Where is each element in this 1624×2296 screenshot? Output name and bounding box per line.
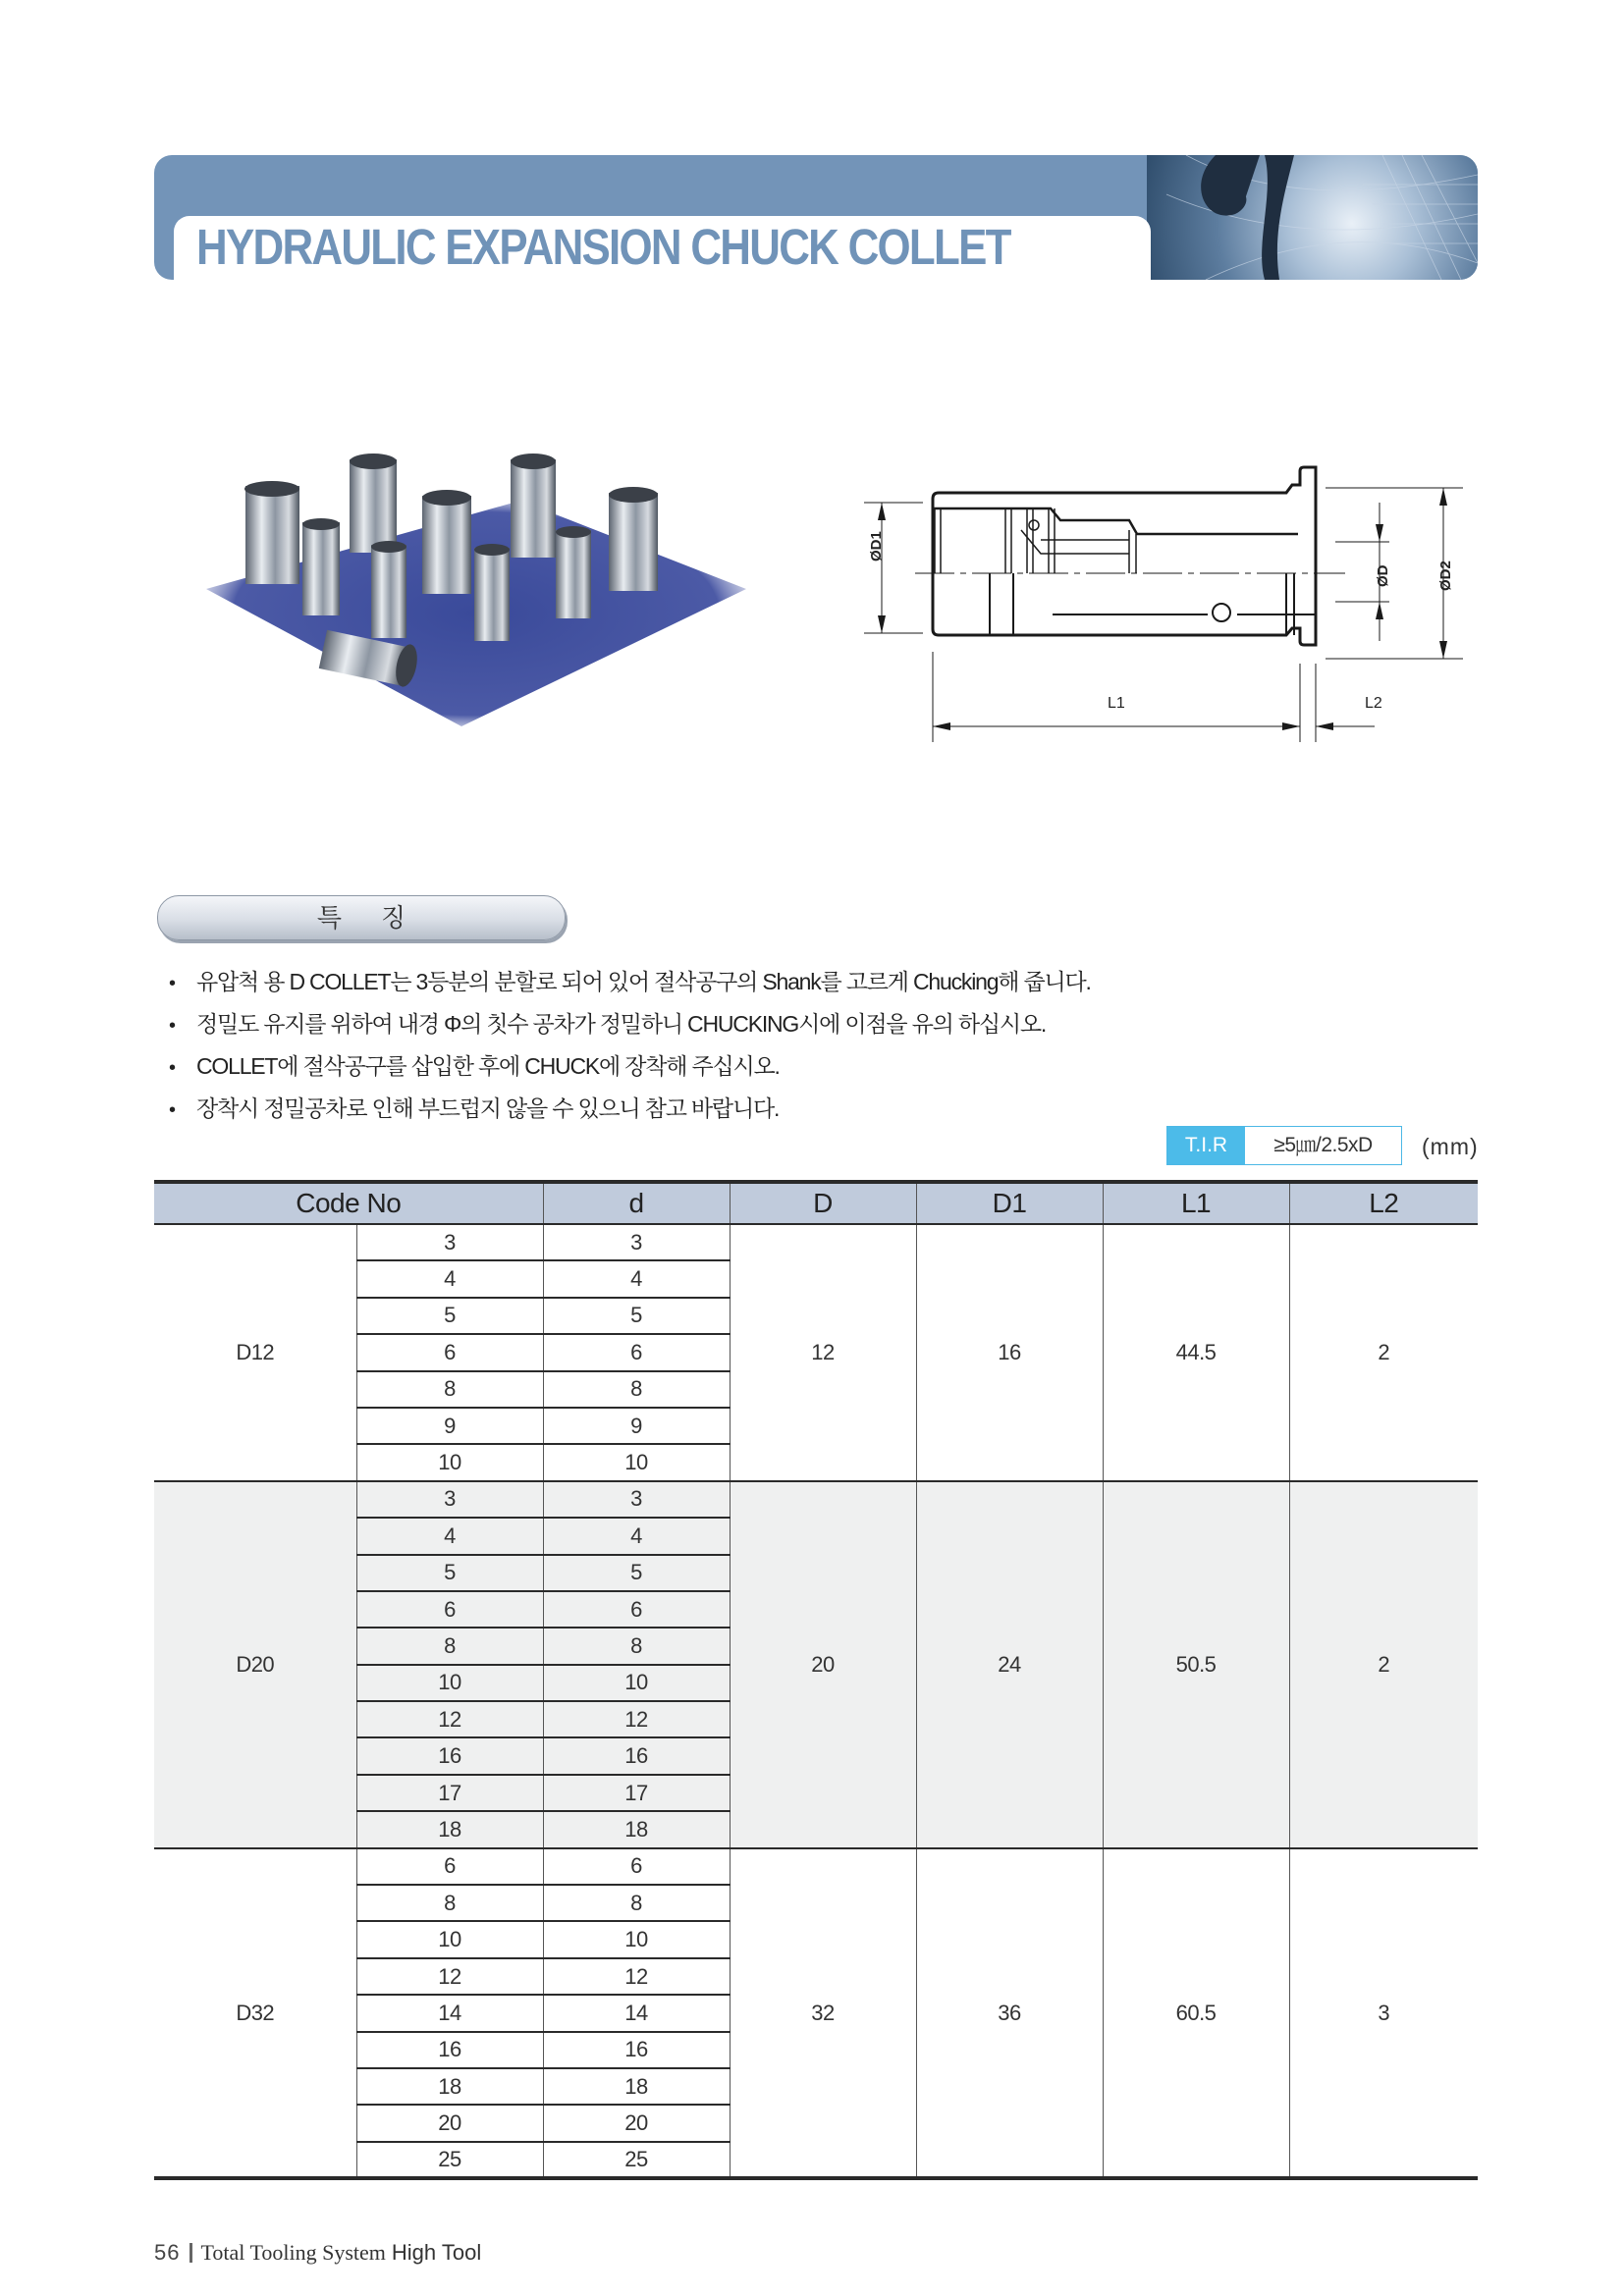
dim-label-l2: L2 [1365, 695, 1382, 712]
d1-cell: 16 [916, 1224, 1103, 1481]
size-cell: 10 [356, 1665, 543, 1701]
tir-spec-box [1166, 1126, 1402, 1165]
size-cell: 20 [356, 2105, 543, 2141]
tir-value: ≥5㎛/2.5xD [1245, 1127, 1401, 1164]
d-small-cell: 5 [543, 1298, 730, 1334]
size-cell: 8 [356, 1371, 543, 1408]
catalog-name: Total Tooling System [200, 2240, 386, 2265]
header-d-small: d [543, 1182, 730, 1224]
d-small-cell: 16 [543, 1737, 730, 1774]
d1-cell: 24 [916, 1481, 1103, 1848]
unit-label: (mm) [1422, 1134, 1479, 1159]
l2-cell: 2 [1289, 1224, 1478, 1481]
d-cell: 12 [730, 1224, 916, 1481]
size-cell: 12 [356, 1701, 543, 1737]
d-small-cell: 4 [543, 1518, 730, 1554]
size-cell: 25 [356, 2142, 543, 2177]
size-cell: 16 [356, 1737, 543, 1774]
table-row [154, 1848, 1478, 1885]
d-small-cell: 20 [543, 2105, 730, 2141]
d-small-cell: 6 [543, 1334, 730, 1370]
brand-name: High Tool [391, 2240, 482, 2265]
d-small-cell: 6 [543, 1591, 730, 1628]
table-row [154, 1224, 1478, 1260]
size-cell: 17 [356, 1775, 543, 1811]
spec-table [154, 1180, 1478, 2177]
d-small-cell: 3 [543, 1481, 730, 1518]
d-small-cell: 8 [543, 1371, 730, 1408]
tir-label: T.I.R [1167, 1127, 1245, 1164]
table-header-row [154, 1182, 1478, 1224]
d-small-cell: 12 [543, 1958, 730, 1995]
l2-cell: 2 [1289, 1481, 1478, 1848]
size-cell: 14 [356, 1995, 543, 2031]
size-cell: 12 [356, 1958, 543, 1995]
size-cell: 8 [356, 1628, 543, 1664]
header-l2: L2 [1289, 1182, 1478, 1224]
size-cell: 6 [356, 1334, 543, 1370]
d-cell: 20 [730, 1481, 916, 1848]
code-cell: D12 [154, 1224, 356, 1481]
code-cell: D32 [154, 1848, 356, 2178]
header-d: D [730, 1182, 916, 1224]
l1-cell: 60.5 [1103, 1848, 1289, 2178]
feature-item: • 장착시 정밀공차로 인해 부드럽지 않을 수 있으니 참고 바랍니다. [169, 1089, 1298, 1131]
d-small-cell: 14 [543, 1995, 730, 2031]
dim-label-l1: L1 [1108, 695, 1125, 712]
d-small-cell: 10 [543, 1444, 730, 1480]
size-cell: 4 [356, 1518, 543, 1554]
d-small-cell: 12 [543, 1701, 730, 1737]
header-decorative-image [1147, 155, 1478, 280]
size-cell: 10 [356, 1444, 543, 1480]
table-row [154, 1481, 1478, 1518]
d-small-cell: 5 [543, 1555, 730, 1591]
d-small-cell: 10 [543, 1665, 730, 1701]
size-cell: 5 [356, 1555, 543, 1591]
features-list [169, 962, 1298, 1131]
header-d1: D1 [916, 1182, 1103, 1224]
size-cell: 9 [356, 1408, 543, 1444]
feature-item: • 유압척 용 D COLLET는 3등분의 분할로 되어 있어 절삭공구의 Shank를 고르게 Chucking해 줍니다. [169, 962, 1298, 1004]
d-small-cell: 18 [543, 2068, 730, 2105]
features-heading [157, 895, 566, 940]
page-title: HYDRAULIC EXPANSION CHUCK COLLET [196, 219, 1010, 275]
size-cell: 6 [356, 1591, 543, 1628]
size-cell: 5 [356, 1298, 543, 1334]
l1-cell: 50.5 [1103, 1481, 1289, 1848]
size-cell: 18 [356, 2068, 543, 2105]
table-bottom-rule [154, 2176, 1478, 2180]
d1-cell: 36 [916, 1848, 1103, 2178]
footer-divider [189, 2243, 192, 2263]
l1-cell: 44.5 [1103, 1224, 1289, 1481]
d-small-cell: 8 [543, 1885, 730, 1921]
l2-cell: 3 [1289, 1848, 1478, 2178]
size-cell: 10 [356, 1921, 543, 1957]
size-cell: 3 [356, 1224, 543, 1260]
feature-item: • COLLET에 절삭공구를 삽입한 후에 CHUCK에 장착해 주십시오. [169, 1046, 1298, 1089]
feature-item: • 정밀도 유지를 위하여 내경 Φ의 칫수 공차가 정밀하니 CHUCKING시에 이점을 유의 하십시오. [169, 1004, 1298, 1046]
size-cell: 16 [356, 2032, 543, 2068]
page-footer [154, 2240, 481, 2266]
d-small-cell: 6 [543, 1848, 730, 1885]
page-number: 56 [154, 2240, 181, 2265]
d-small-cell: 8 [543, 1628, 730, 1664]
size-cell: 8 [356, 1885, 543, 1921]
d-small-cell: 9 [543, 1408, 730, 1444]
size-cell: 4 [356, 1260, 543, 1297]
d-cell: 32 [730, 1848, 916, 2178]
size-cell: 3 [356, 1481, 543, 1518]
product-photo [196, 432, 766, 736]
size-cell: 6 [356, 1848, 543, 1885]
d-small-cell: 10 [543, 1921, 730, 1957]
dim-label-d: ØD [1375, 564, 1391, 587]
features-heading-text: 특징 [316, 903, 446, 933]
header-art-graphic [1147, 155, 1478, 280]
d-small-cell: 18 [543, 1811, 730, 1847]
header-code-no: Code No [154, 1182, 543, 1224]
size-cell: 18 [356, 1811, 543, 1847]
d-small-cell: 25 [543, 2142, 730, 2177]
d-small-cell: 16 [543, 2032, 730, 2068]
code-cell: D20 [154, 1481, 356, 1848]
technical-drawing [854, 452, 1463, 746]
d-small-cell: 3 [543, 1224, 730, 1260]
header-l1: L1 [1103, 1182, 1289, 1224]
dim-label-d2: ØD2 [1437, 561, 1454, 591]
d-small-cell: 4 [543, 1260, 730, 1297]
dim-label-d1: ØD1 [868, 531, 885, 561]
d-small-cell: 17 [543, 1775, 730, 1811]
